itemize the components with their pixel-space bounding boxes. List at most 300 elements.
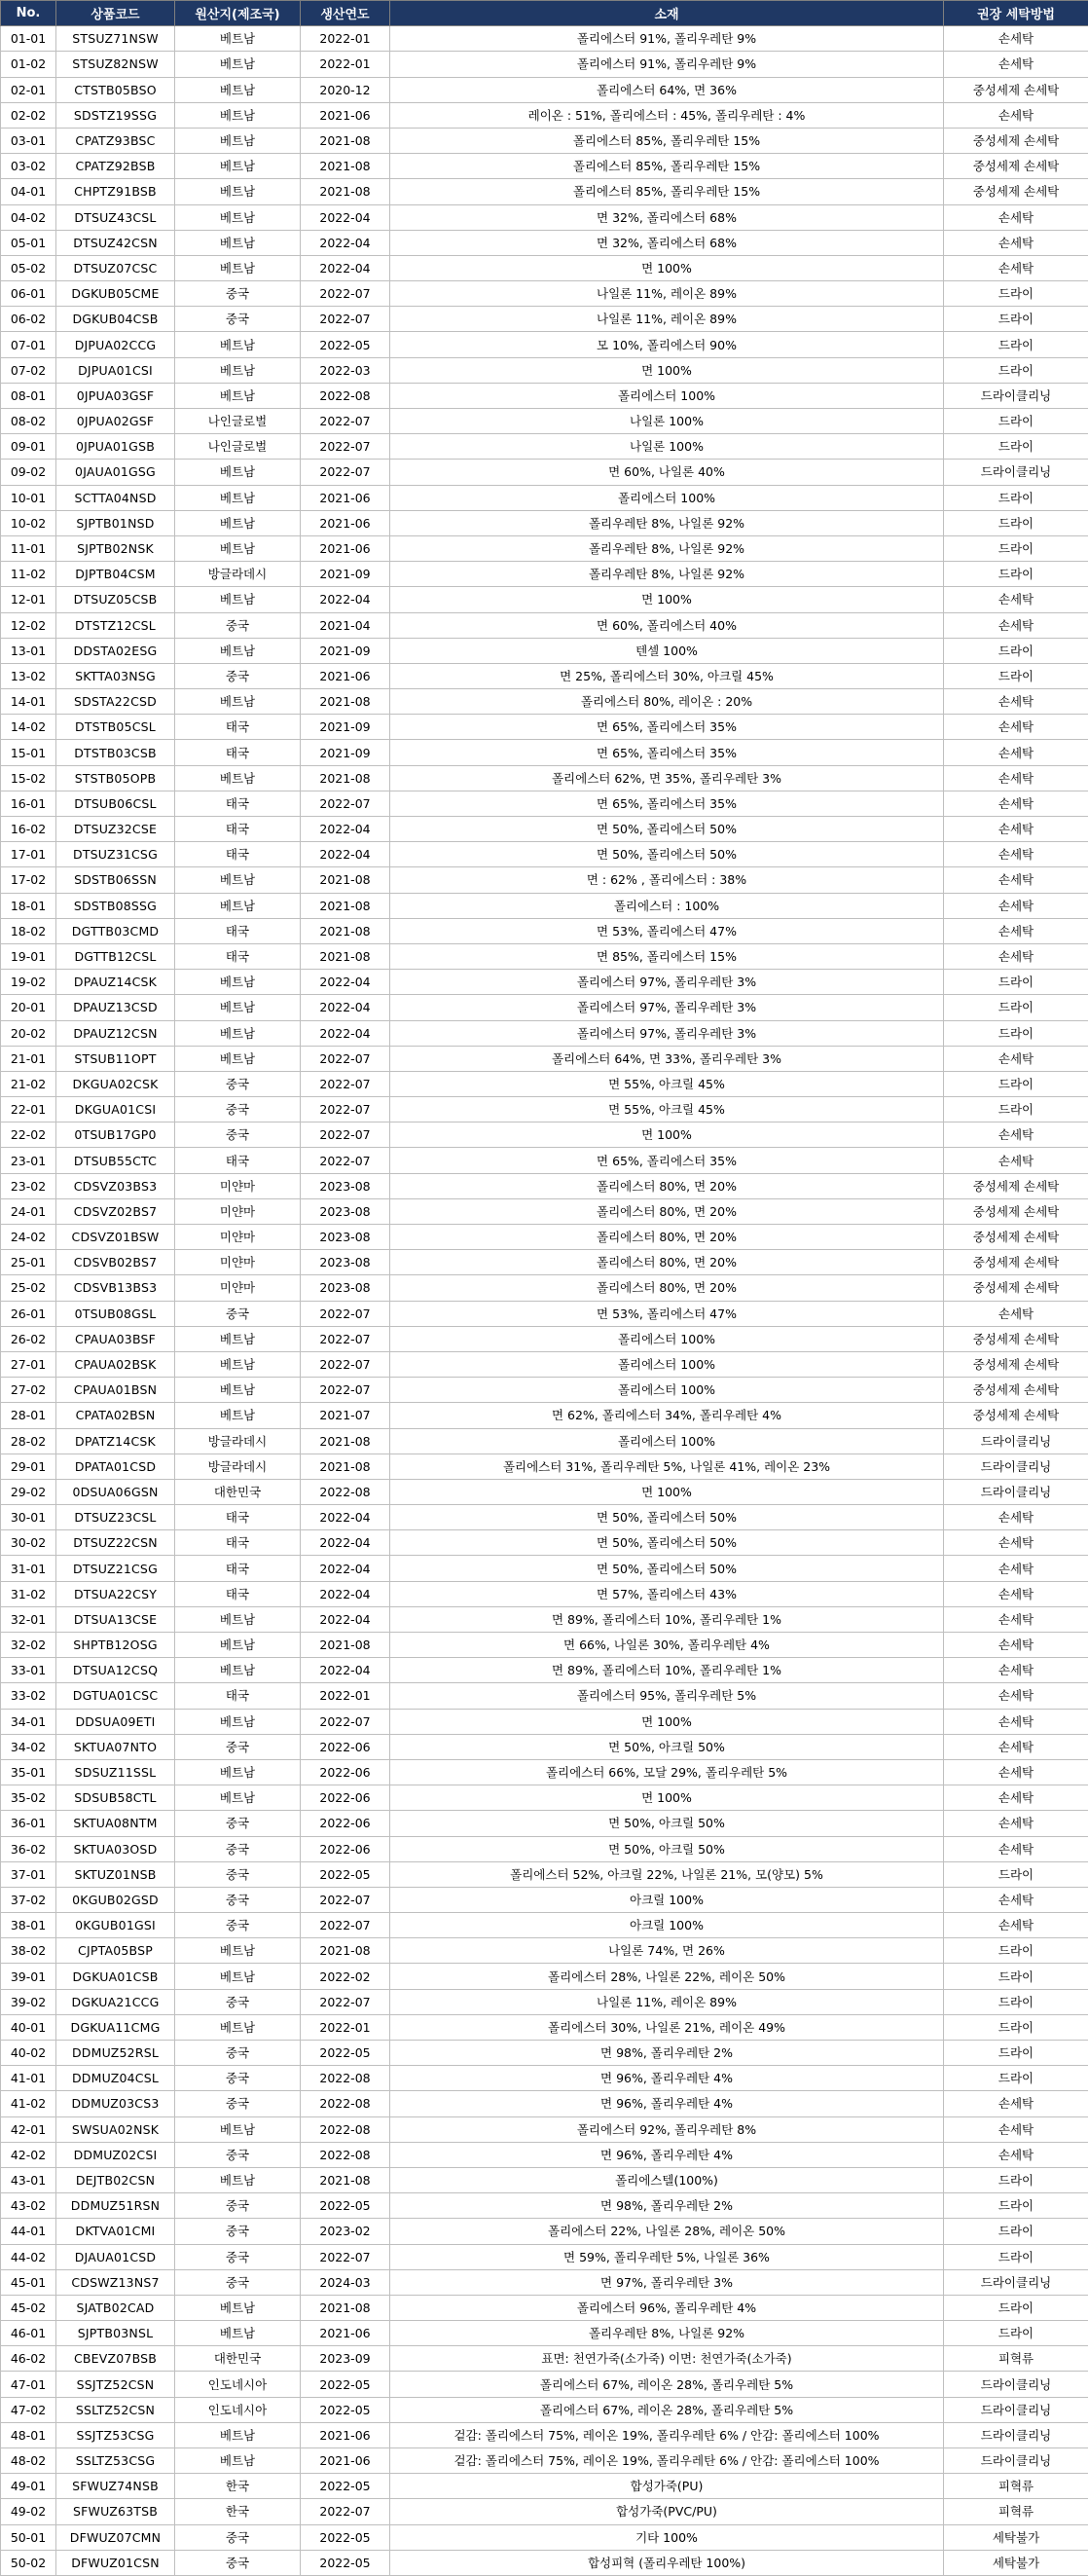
cell-production-year: 2022-08 [301, 2066, 390, 2091]
cell-washing-method: 중성세제 손세탁 [944, 179, 1088, 204]
cell-origin: 베트남 [175, 535, 301, 561]
cell-product-code: DTSUA22CSY [56, 1581, 175, 1606]
cell-origin: 베트남 [175, 460, 301, 485]
cell-no: 18-02 [1, 918, 56, 943]
table-row [1, 485, 1088, 510]
cell-product-code: DFWUZ07CMN [56, 2524, 175, 2550]
cell-no: 20-02 [1, 1020, 56, 1046]
cell-washing-method: 손세탁 [944, 1046, 1088, 1071]
cell-production-year: 2021-06 [301, 102, 390, 128]
table-row [1, 918, 1088, 943]
cell-product-code: DTSUB06CSL [56, 791, 175, 816]
cell-no: 14-01 [1, 689, 56, 715]
table-row [1, 1861, 1088, 1887]
cell-product-code: SDSTA22CSD [56, 689, 175, 715]
cell-production-year: 2022-04 [301, 230, 390, 255]
cell-product-code: SSLTZ53CSG [56, 2448, 175, 2474]
cell-product-code: DGKUB05CME [56, 281, 175, 307]
table-row [1, 1403, 1088, 1428]
cell-origin: 베트남 [175, 2014, 301, 2040]
cell-material: 면 25%, 폴리에스터 30%, 아크릴 45% [390, 663, 944, 688]
cell-production-year: 2022-07 [301, 281, 390, 307]
cell-washing-method: 손세탁 [944, 842, 1088, 867]
cell-product-code: DDMUZ51RSN [56, 2193, 175, 2219]
cell-product-code: DTSUA12CSQ [56, 1658, 175, 1683]
cell-production-year: 2022-07 [301, 2244, 390, 2269]
cell-product-code: 0DSUA06GSN [56, 1479, 175, 1504]
cell-washing-method: 손세탁 [944, 1148, 1088, 1173]
cell-no: 02-02 [1, 102, 56, 128]
cell-origin: 베트남 [175, 1658, 301, 1683]
cell-origin: 베트남 [175, 154, 301, 179]
cell-origin: 중국 [175, 1301, 301, 1326]
cell-washing-method: 드라이 [944, 510, 1088, 535]
cell-production-year: 2021-08 [301, 179, 390, 204]
cell-washing-method: 드라이 [944, 995, 1088, 1020]
cell-production-year: 2021-04 [301, 612, 390, 638]
cell-no: 44-01 [1, 2219, 56, 2244]
cell-production-year: 2022-07 [301, 1046, 390, 1071]
cell-no: 03-02 [1, 154, 56, 179]
cell-washing-method: 드라이 [944, 485, 1088, 510]
cell-origin: 태국 [175, 918, 301, 943]
cell-washing-method: 손세탁 [944, 1836, 1088, 1861]
cell-washing-method: 드라이 [944, 357, 1088, 383]
cell-no: 01-01 [1, 26, 56, 52]
cell-washing-method: 드라이클리닝 [944, 2448, 1088, 2474]
cell-origin: 베트남 [175, 255, 301, 280]
cell-no: 09-02 [1, 460, 56, 485]
cell-origin: 중국 [175, 281, 301, 307]
cell-production-year: 2022-03 [301, 357, 390, 383]
cell-material: 겉감: 폴리에스터 75%, 레이온 19%, 폴리우레탄 6% / 안감: 폴리에스터 100% [390, 2448, 944, 2474]
header-no: No. [1, 1, 56, 26]
cell-product-code: DGTUA01CSC [56, 1683, 175, 1709]
cell-production-year: 2023-02 [301, 2219, 390, 2244]
cell-no: 38-02 [1, 1938, 56, 1964]
table-row [1, 1709, 1088, 1734]
cell-production-year: 2022-07 [301, 1122, 390, 1148]
cell-origin: 베트남 [175, 1606, 301, 1632]
table-row [1, 2346, 1088, 2372]
cell-origin: 베트남 [175, 128, 301, 153]
cell-origin: 방글라데시 [175, 1454, 301, 1479]
cell-no: 43-02 [1, 2193, 56, 2219]
cell-no: 46-01 [1, 2321, 56, 2346]
table-row [1, 689, 1088, 715]
cell-washing-method: 드라이 [944, 2295, 1088, 2320]
cell-production-year: 2022-05 [301, 2474, 390, 2499]
cell-no: 23-02 [1, 1173, 56, 1198]
cell-product-code: 0TSUB17GP0 [56, 1122, 175, 1148]
cell-origin: 중국 [175, 2193, 301, 2219]
cell-washing-method: 드라이 [944, 2041, 1088, 2066]
cell-washing-method: 손세탁 [944, 2116, 1088, 2142]
cell-washing-method: 드라이클리닝 [944, 2422, 1088, 2447]
cell-no: 04-02 [1, 204, 56, 230]
cell-material: 면 53%, 폴리에스터 47% [390, 1301, 944, 1326]
cell-production-year: 2022-07 [301, 434, 390, 460]
cell-washing-method: 드라이 [944, 1861, 1088, 1887]
cell-production-year: 2022-07 [301, 1071, 390, 1096]
cell-no: 47-01 [1, 2372, 56, 2397]
cell-product-code: DJPUA02CCG [56, 332, 175, 357]
cell-product-code: CDSWZ13NS7 [56, 2269, 175, 2295]
cell-production-year: 2022-07 [301, 791, 390, 816]
table-row [1, 2372, 1088, 2397]
cell-material: 면 50%, 아크릴 50% [390, 1734, 944, 1759]
cell-production-year: 2022-04 [301, 1530, 390, 1556]
cell-product-code: SSJTZ53CSG [56, 2422, 175, 2447]
cell-production-year: 2022-04 [301, 1556, 390, 1581]
cell-production-year: 2021-08 [301, 1428, 390, 1454]
cell-material: 폴리에스터 96%, 폴리우레탄 4% [390, 2295, 944, 2320]
cell-no: 47-02 [1, 2397, 56, 2422]
cell-product-code: DTSUA13CSE [56, 1606, 175, 1632]
cell-production-year: 2022-07 [301, 460, 390, 485]
cell-no: 50-02 [1, 2550, 56, 2575]
cell-material: 면 100% [390, 1479, 944, 1504]
cell-product-code: DDMUZ03CS3 [56, 2091, 175, 2116]
cell-origin: 중국 [175, 2066, 301, 2091]
cell-origin: 중국 [175, 2142, 301, 2167]
cell-origin: 베트남 [175, 2116, 301, 2142]
cell-material: 기타 100% [390, 2524, 944, 2550]
cell-washing-method: 손세탁 [944, 1785, 1088, 1811]
table-row [1, 638, 1088, 663]
cell-material: 폴리에스터 80%, 면 20% [390, 1173, 944, 1198]
cell-washing-method: 손세탁 [944, 867, 1088, 893]
table-row [1, 1989, 1088, 2014]
cell-product-code: DTSUZ31CSG [56, 842, 175, 867]
table-row [1, 2142, 1088, 2167]
cell-product-code: 0JAUA01GSG [56, 460, 175, 485]
cell-washing-method: 손세탁 [944, 1530, 1088, 1556]
cell-no: 11-02 [1, 562, 56, 587]
cell-material: 면 50%, 폴리에스터 50% [390, 1505, 944, 1530]
cell-no: 35-02 [1, 1785, 56, 1811]
cell-washing-method: 드라이 [944, 1989, 1088, 2014]
table-row [1, 1326, 1088, 1351]
cell-production-year: 2021-08 [301, 943, 390, 969]
table-row [1, 562, 1088, 587]
cell-production-year: 2022-02 [301, 1964, 390, 1989]
cell-production-year: 2022-06 [301, 1785, 390, 1811]
cell-washing-method: 드라이 [944, 535, 1088, 561]
cell-washing-method: 피혁류 [944, 2499, 1088, 2524]
cell-production-year: 2022-01 [301, 52, 390, 77]
cell-origin: 중국 [175, 2091, 301, 2116]
cell-no: 46-02 [1, 2346, 56, 2372]
cell-no: 10-01 [1, 485, 56, 510]
cell-product-code: DPATZ14CSK [56, 1428, 175, 1454]
cell-material: 텐셀 100% [390, 638, 944, 663]
cell-material: 면 100% [390, 255, 944, 280]
table-row [1, 77, 1088, 102]
cell-origin: 중국 [175, 663, 301, 688]
cell-material: 나일론 100% [390, 409, 944, 434]
cell-production-year: 2022-07 [301, 1887, 390, 1912]
cell-no: 06-02 [1, 307, 56, 332]
cell-no: 34-01 [1, 1709, 56, 1734]
cell-product-code: DGTTB12CSL [56, 943, 175, 969]
cell-washing-method: 손세탁 [944, 102, 1088, 128]
cell-origin: 태국 [175, 740, 301, 765]
cell-production-year: 2023-08 [301, 1275, 390, 1301]
cell-washing-method: 드라이 [944, 1071, 1088, 1096]
table-row [1, 383, 1088, 408]
cell-washing-method: 손세탁 [944, 2142, 1088, 2167]
cell-material: 면 50%, 폴리에스터 50% [390, 1556, 944, 1581]
cell-product-code: SKTUZ01NSB [56, 1861, 175, 1887]
cell-material: 폴리에스텔(100%) [390, 2167, 944, 2192]
cell-washing-method: 손세탁 [944, 1734, 1088, 1759]
cell-product-code: SDSTB06SSN [56, 867, 175, 893]
cell-material: 면 55%, 아크릴 45% [390, 1071, 944, 1096]
cell-material: 면 65%, 폴리에스터 35% [390, 715, 944, 740]
cell-no: 24-01 [1, 1198, 56, 1224]
table-row [1, 1275, 1088, 1301]
cell-no: 12-01 [1, 587, 56, 612]
cell-no: 49-02 [1, 2499, 56, 2524]
cell-no: 02-01 [1, 77, 56, 102]
cell-no: 45-02 [1, 2295, 56, 2320]
cell-no: 21-02 [1, 1071, 56, 1096]
cell-washing-method: 드라이클리닝 [944, 383, 1088, 408]
cell-no: 28-02 [1, 1428, 56, 1454]
cell-no: 22-02 [1, 1122, 56, 1148]
cell-origin: 중국 [175, 1071, 301, 1096]
cell-origin: 중국 [175, 2550, 301, 2575]
cell-material: 폴리에스터 97%, 폴리우레탄 3% [390, 1020, 944, 1046]
table-body [1, 26, 1088, 2576]
cell-washing-method: 중성세제 손세탁 [944, 77, 1088, 102]
cell-production-year: 2022-04 [301, 1505, 390, 1530]
cell-product-code: DFWUZ01CSN [56, 2550, 175, 2575]
table-row [1, 1020, 1088, 1046]
cell-no: 27-02 [1, 1378, 56, 1403]
cell-material: 면 53%, 폴리에스터 47% [390, 918, 944, 943]
table-row [1, 510, 1088, 535]
cell-no: 15-01 [1, 740, 56, 765]
cell-material: 면 55%, 아크릴 45% [390, 1097, 944, 1122]
cell-no: 27-01 [1, 1351, 56, 1377]
cell-product-code: DJPTB04CSM [56, 562, 175, 587]
table-row [1, 535, 1088, 561]
cell-washing-method: 드라이 [944, 2321, 1088, 2346]
cell-production-year: 2022-06 [301, 1836, 390, 1861]
cell-washing-method: 드라이 [944, 1020, 1088, 1046]
cell-product-code: STSUB11OPT [56, 1046, 175, 1071]
cell-material: 나일론 74%, 면 26% [390, 1938, 944, 1964]
table-row [1, 2448, 1088, 2474]
cell-material: 면 50%, 아크릴 50% [390, 1811, 944, 1836]
cell-product-code: CPATZ93BSC [56, 128, 175, 153]
cell-no: 26-01 [1, 1301, 56, 1326]
cell-no: 17-01 [1, 842, 56, 867]
cell-washing-method: 중성세제 손세탁 [944, 1173, 1088, 1198]
table-row [1, 2295, 1088, 2320]
cell-no: 39-01 [1, 1964, 56, 1989]
cell-product-code: SCTTA04NSD [56, 485, 175, 510]
cell-washing-method: 손세탁 [944, 2091, 1088, 2116]
cell-no: 44-02 [1, 2244, 56, 2269]
cell-no: 01-02 [1, 52, 56, 77]
cell-washing-method: 드라이클리닝 [944, 1479, 1088, 1504]
cell-product-code: DTSUZ05CSB [56, 587, 175, 612]
cell-product-code: SFWUZ63TSB [56, 2499, 175, 2524]
cell-no: 11-01 [1, 535, 56, 561]
cell-product-code: CDSVZ02BS7 [56, 1198, 175, 1224]
cell-origin: 베트남 [175, 2321, 301, 2346]
cell-production-year: 2022-04 [301, 1658, 390, 1683]
cell-material: 합성가죽(PU) [390, 2474, 944, 2499]
cell-washing-method: 중성세제 손세탁 [944, 128, 1088, 153]
cell-origin: 태국 [175, 1505, 301, 1530]
cell-production-year: 2022-08 [301, 2091, 390, 2116]
cell-origin: 미얀마 [175, 1173, 301, 1198]
cell-washing-method: 드라이 [944, 2244, 1088, 2269]
table-row [1, 1071, 1088, 1096]
cell-material: 폴리에스터 22%, 나일론 28%, 레이온 50% [390, 2219, 944, 2244]
cell-origin: 태국 [175, 1556, 301, 1581]
table-row [1, 587, 1088, 612]
table-row [1, 332, 1088, 357]
cell-washing-method: 드라이 [944, 307, 1088, 332]
cell-washing-method: 중성세제 손세탁 [944, 1198, 1088, 1224]
cell-material: 면 65%, 폴리에스터 35% [390, 1148, 944, 1173]
cell-material: 폴리우레탄 8%, 나일론 92% [390, 562, 944, 587]
table-row [1, 1964, 1088, 1989]
cell-product-code: DTSUB55CTC [56, 1148, 175, 1173]
cell-origin: 중국 [175, 2244, 301, 2269]
cell-material: 면 62%, 폴리에스터 34%, 폴리우레탄 4% [390, 1403, 944, 1428]
cell-origin: 베트남 [175, 52, 301, 77]
cell-washing-method: 드라이 [944, 562, 1088, 587]
table-row [1, 1811, 1088, 1836]
cell-origin: 베트남 [175, 2295, 301, 2320]
header-material: 소재 [390, 1, 944, 26]
cell-production-year: 2022-04 [301, 1606, 390, 1632]
cell-material: 겉감: 폴리에스터 75%, 레이온 19%, 폴리우레탄 6% / 안감: 폴리에스터 100% [390, 2422, 944, 2447]
cell-production-year: 2021-08 [301, 2167, 390, 2192]
cell-origin: 중국 [175, 1122, 301, 1148]
cell-product-code: CPAUA03BSF [56, 1326, 175, 1351]
cell-origin: 방글라데시 [175, 1428, 301, 1454]
table-row [1, 128, 1088, 153]
header-origin: 원산지(제조국) [175, 1, 301, 26]
table-row [1, 2091, 1088, 2116]
cell-origin: 베트남 [175, 867, 301, 893]
table-row [1, 434, 1088, 460]
cell-origin: 베트남 [175, 1759, 301, 1785]
cell-origin: 대한민국 [175, 1479, 301, 1504]
cell-no: 17-02 [1, 867, 56, 893]
cell-origin: 베트남 [175, 102, 301, 128]
cell-no: 43-01 [1, 2167, 56, 2192]
cell-washing-method: 손세탁 [944, 1633, 1088, 1658]
cell-material: 레이온 : 51%, 폴리에스터 : 45%, 폴리우레탄 : 4% [390, 102, 944, 128]
cell-material: 폴리에스터 97%, 폴리우레탄 3% [390, 970, 944, 995]
cell-washing-method: 드라이 [944, 663, 1088, 688]
cell-production-year: 2021-06 [301, 2321, 390, 2346]
table-row [1, 2269, 1088, 2295]
cell-production-year: 2021-08 [301, 893, 390, 918]
cell-product-code: DTSUZ21CSG [56, 1556, 175, 1581]
cell-product-code: 0KGUB01GSI [56, 1913, 175, 1938]
cell-production-year: 2021-09 [301, 715, 390, 740]
cell-origin: 베트남 [175, 357, 301, 383]
cell-production-year: 2021-09 [301, 638, 390, 663]
cell-origin: 베트남 [175, 970, 301, 995]
cell-production-year: 2021-08 [301, 1454, 390, 1479]
cell-washing-method: 드라이클리닝 [944, 2269, 1088, 2295]
cell-no: 34-02 [1, 1734, 56, 1759]
cell-origin: 베트남 [175, 1633, 301, 1658]
table-row [1, 1479, 1088, 1504]
table-row [1, 1938, 1088, 1964]
table-row [1, 1122, 1088, 1148]
table-row [1, 1683, 1088, 1709]
cell-material: 폴리에스터 80%, 면 20% [390, 1225, 944, 1250]
cell-washing-method: 손세탁 [944, 587, 1088, 612]
table-row [1, 2397, 1088, 2422]
cell-material: 폴리에스터 : 100% [390, 893, 944, 918]
cell-product-code: DPAUZ13CSD [56, 995, 175, 1020]
cell-no: 37-01 [1, 1861, 56, 1887]
cell-material: 폴리에스터 91%, 폴리우레탄 9% [390, 52, 944, 77]
cell-washing-method: 세탁불가 [944, 2550, 1088, 2575]
cell-no: 22-01 [1, 1097, 56, 1122]
cell-product-code: STSTB05OPB [56, 765, 175, 791]
cell-production-year: 2022-07 [301, 1301, 390, 1326]
cell-washing-method: 드라이클리닝 [944, 2372, 1088, 2397]
cell-no: 12-02 [1, 612, 56, 638]
cell-material: 폴리에스터 100% [390, 485, 944, 510]
cell-washing-method: 드라이 [944, 2066, 1088, 2091]
cell-origin: 중국 [175, 1097, 301, 1122]
cell-production-year: 2021-08 [301, 1938, 390, 1964]
cell-product-code: DDMUZ04CSL [56, 2066, 175, 2091]
cell-washing-method: 드라이 [944, 2193, 1088, 2219]
cell-material: 면 85%, 폴리에스터 15% [390, 943, 944, 969]
cell-product-code: DTSTZ12CSL [56, 612, 175, 638]
table-row [1, 2041, 1088, 2066]
cell-production-year: 2023-09 [301, 2346, 390, 2372]
table-row [1, 1097, 1088, 1122]
cell-production-year: 2021-08 [301, 689, 390, 715]
cell-washing-method: 중성세제 손세탁 [944, 1403, 1088, 1428]
cell-production-year: 2022-05 [301, 2372, 390, 2397]
cell-product-code: CHPTZ91BSB [56, 179, 175, 204]
cell-washing-method: 중성세제 손세탁 [944, 1351, 1088, 1377]
cell-no: 10-02 [1, 510, 56, 535]
cell-no: 41-01 [1, 2066, 56, 2091]
cell-washing-method: 중성세제 손세탁 [944, 1275, 1088, 1301]
cell-production-year: 2021-06 [301, 535, 390, 561]
cell-material: 나일론 11%, 레이온 89% [390, 307, 944, 332]
cell-production-year: 2022-05 [301, 2524, 390, 2550]
cell-material: 폴리우레탄 8%, 나일론 92% [390, 510, 944, 535]
cell-production-year: 2022-05 [301, 2041, 390, 2066]
cell-production-year: 2022-04 [301, 587, 390, 612]
cell-material: 면 100% [390, 1785, 944, 1811]
cell-product-code: CJPTA05BSP [56, 1938, 175, 1964]
cell-production-year: 2023-08 [301, 1198, 390, 1224]
cell-material: 폴리에스터 31%, 폴리우레탄 5%, 나일론 41%, 레이온 23% [390, 1454, 944, 1479]
cell-production-year: 2023-08 [301, 1250, 390, 1275]
cell-washing-method: 손세탁 [944, 1759, 1088, 1785]
